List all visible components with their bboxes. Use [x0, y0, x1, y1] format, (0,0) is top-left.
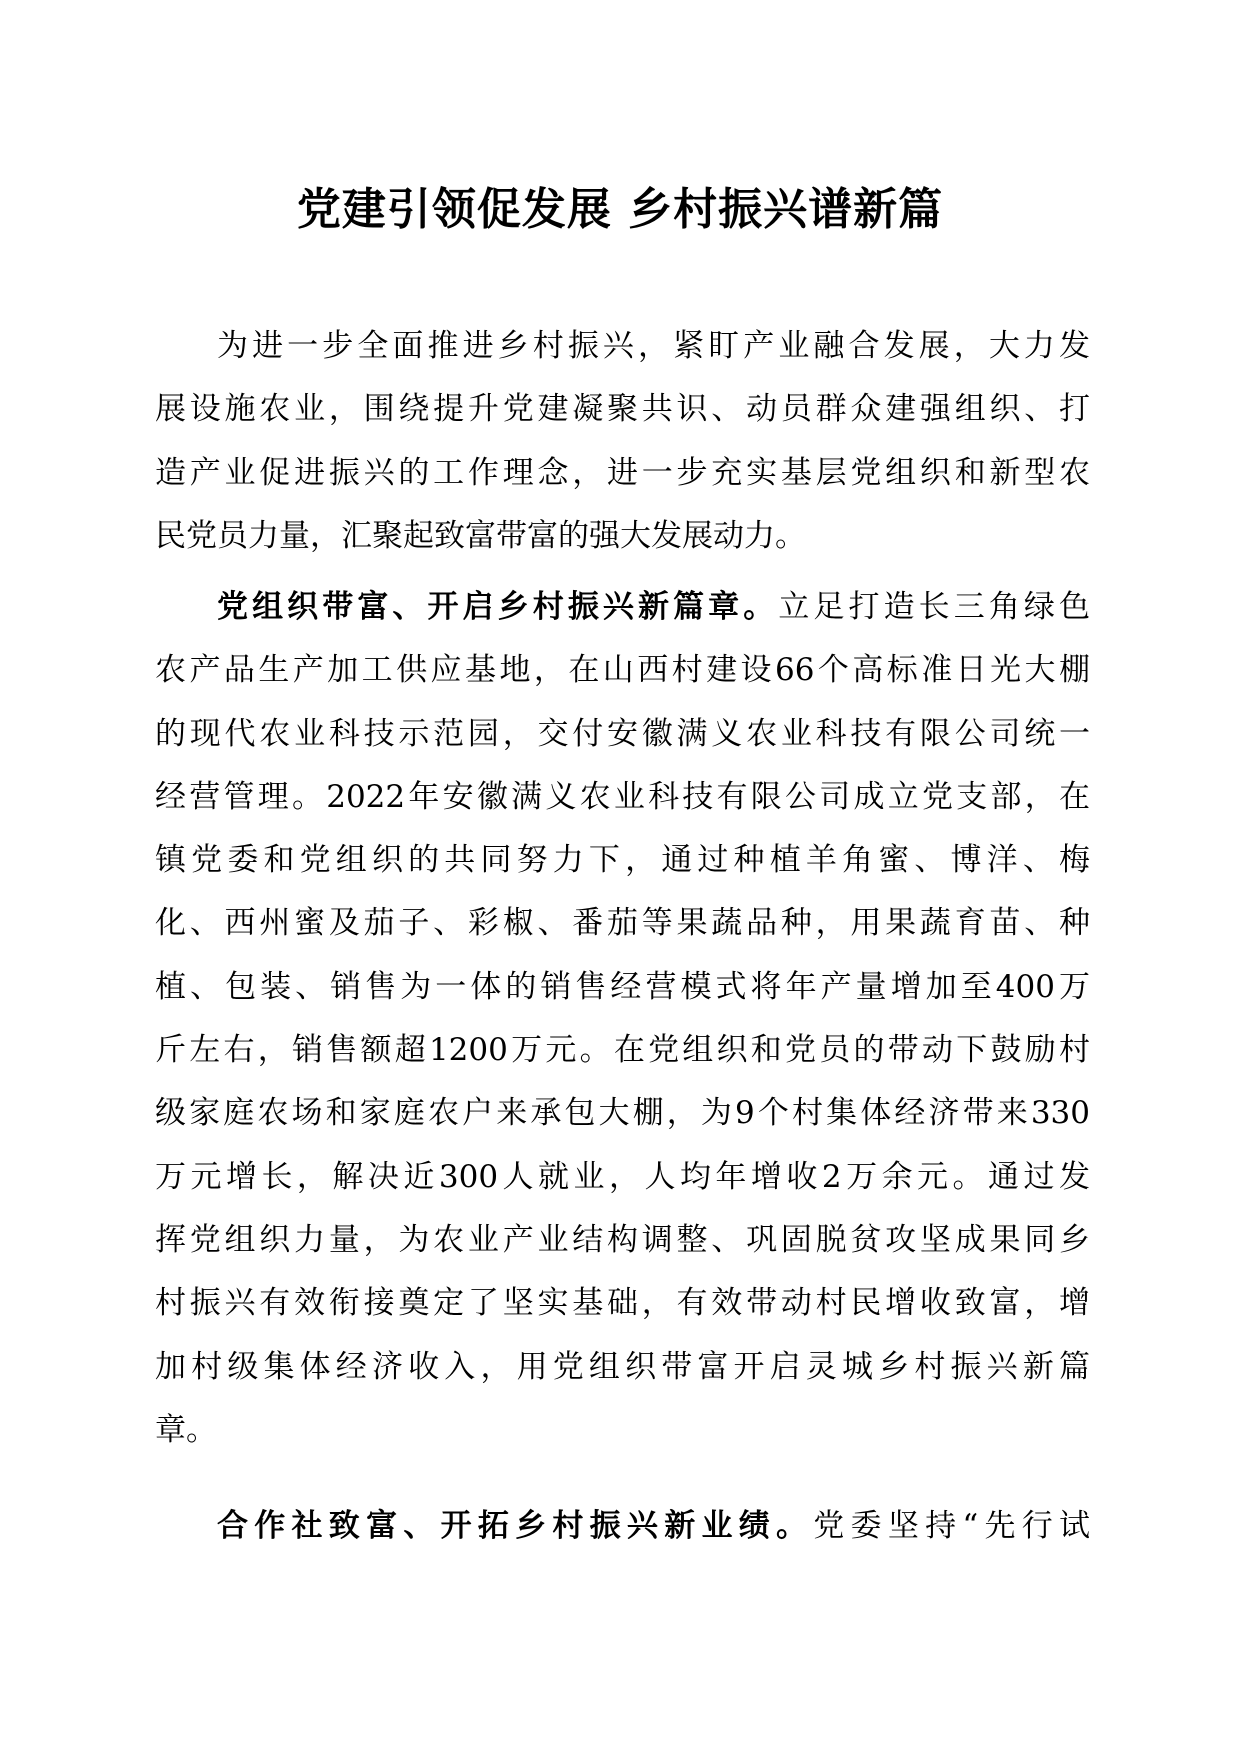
text-line: 镇党委和党组织的共同努力下，通过种植羊角蜜、博洋、梅 [155, 842, 1090, 879]
text-line: 加村级集体经济收入，用党组织带富开启灵城乡村振兴新篇 [155, 1348, 1090, 1385]
text-line: 展设施农业，围绕提升党建凝聚共识、动员群众建强组织、打 [155, 391, 1090, 428]
text-line: 的现代农业科技示范园，交付安徽满义农业科技有限公司统一 [155, 715, 1090, 752]
text-line: 万元增长，解决近300人就业，人均年增收2万余元。通过发 [155, 1158, 1090, 1195]
text-line: 化、西州蜜及茄子、彩椒、番茄等果蔬品种，用果蔬育苗、种 [155, 905, 1090, 942]
text-line: 级家庭农场和家庭农户来承包大棚，为9个村集体经济带来330 [155, 1095, 1090, 1132]
text-line: 为进一步全面推进乡村振兴，紧盯产业融合发展，大力发 [217, 328, 1090, 364]
text-line: 植、包装、销售为一体的销售经营模式将年产量增加至400万 [155, 968, 1090, 1005]
text-line: 民党员力量，汇聚起致富带富的强大发展动力。 [155, 517, 806, 554]
text-line: 村振兴有效衔接奠定了坚实基础，有效带动村民增收致富，增 [155, 1285, 1090, 1322]
party-organization-paragraph [155, 576, 1090, 1462]
cooperative-paragraph [155, 1495, 1090, 1558]
text-line [155, 1495, 1090, 1558]
text-span: 立足打造长三角绿色 [778, 589, 1091, 625]
text-span: 党委坚持“先行试 [813, 1508, 1090, 1544]
text-line: 章。 [155, 1411, 217, 1448]
intro-paragraph [155, 315, 1090, 568]
text-line: 农产品生产加工供应基地，在山西村建设66个高标准日光大棚 [155, 652, 1090, 689]
document-title: 党建引领促发展 乡村振兴谱新篇 [296, 184, 944, 235]
text-line: 斤左右，销售额超1200万元。在党组织和党员的带动下鼓励村 [155, 1032, 1090, 1069]
text-line: 挥党组织力量，为农业产业结构调整、巩固脱贫攻坚成果同乡 [155, 1221, 1090, 1258]
text-line [155, 576, 1090, 639]
text-line: 经营管理。2022年安徽满义农业科技有限公司成立党支部，在 [155, 778, 1090, 815]
text-line: 造产业促进振兴的工作理念，进一步充实基层党组织和新型农 [155, 454, 1090, 491]
section-heading: 合作社致富、开拓乡村振兴新业绩。 [217, 1508, 814, 1544]
section-heading: 党组织带富、开启乡村振兴新篇章。 [217, 589, 779, 625]
